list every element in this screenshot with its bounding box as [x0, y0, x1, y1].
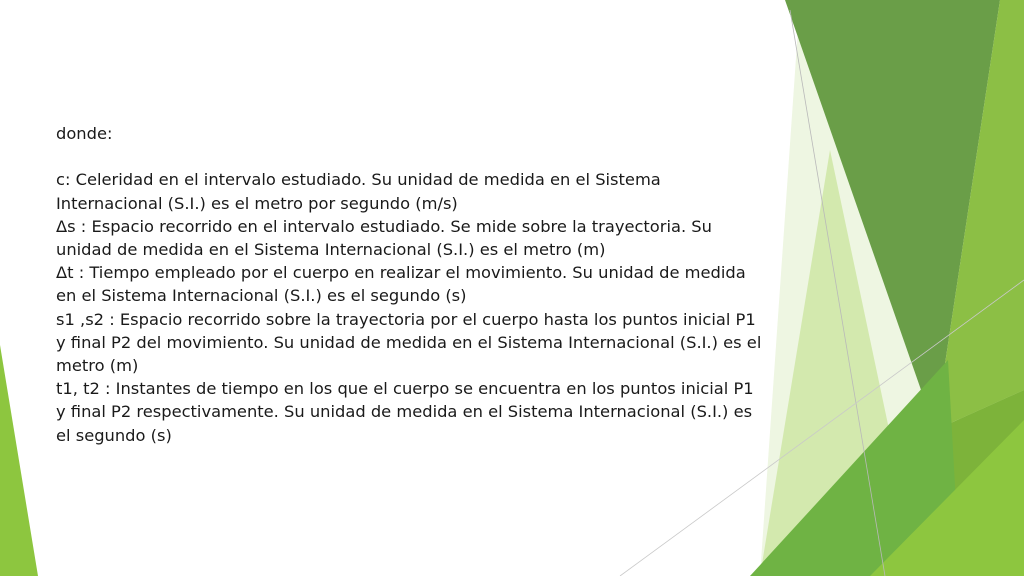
- intro-label: donde:: [56, 124, 113, 143]
- definition-t1-t2: t1, t2 : Instantes de tiempo en los que el cuerpo se encuentra en los puntos inicial P1 y final P2 respectivamente. Su unidad de medida en el Sistema Internacional (S.I.) es el segundo (s): [56, 379, 754, 445]
- left-edge-facet: [0, 345, 38, 576]
- definitions-text-block: [56, 122, 766, 447]
- definition-delta-s: Δs : Espacio recorrido en el intervalo estudiado. Se mide sobre la trayectoria. Su unidad de medida en el Sistema Internacional (S.I.) es el metro (m): [56, 216, 712, 259]
- definition-celeridad: c: Celeridad en el intervalo estudiado. Su unidad de medida en el Sistema Internacional (S.I.) es el metro por segundo (m/s): [56, 170, 661, 213]
- definition-delta-t: Δt : Tiempo empleado por el cuerpo en realizar el movimiento. Su unidad de medida en el Sistema Internacional (S.I.) es el segundo (s): [56, 263, 746, 306]
- definition-s1-s2: s1 ,s2 : Espacio recorrido sobre la trayectoria por el cuerpo hasta los puntos inicial P1 y final P2 del movimiento. Su unidad de medida en el Sistema Internacional (S.I.) es el metro (m): [56, 309, 762, 376]
